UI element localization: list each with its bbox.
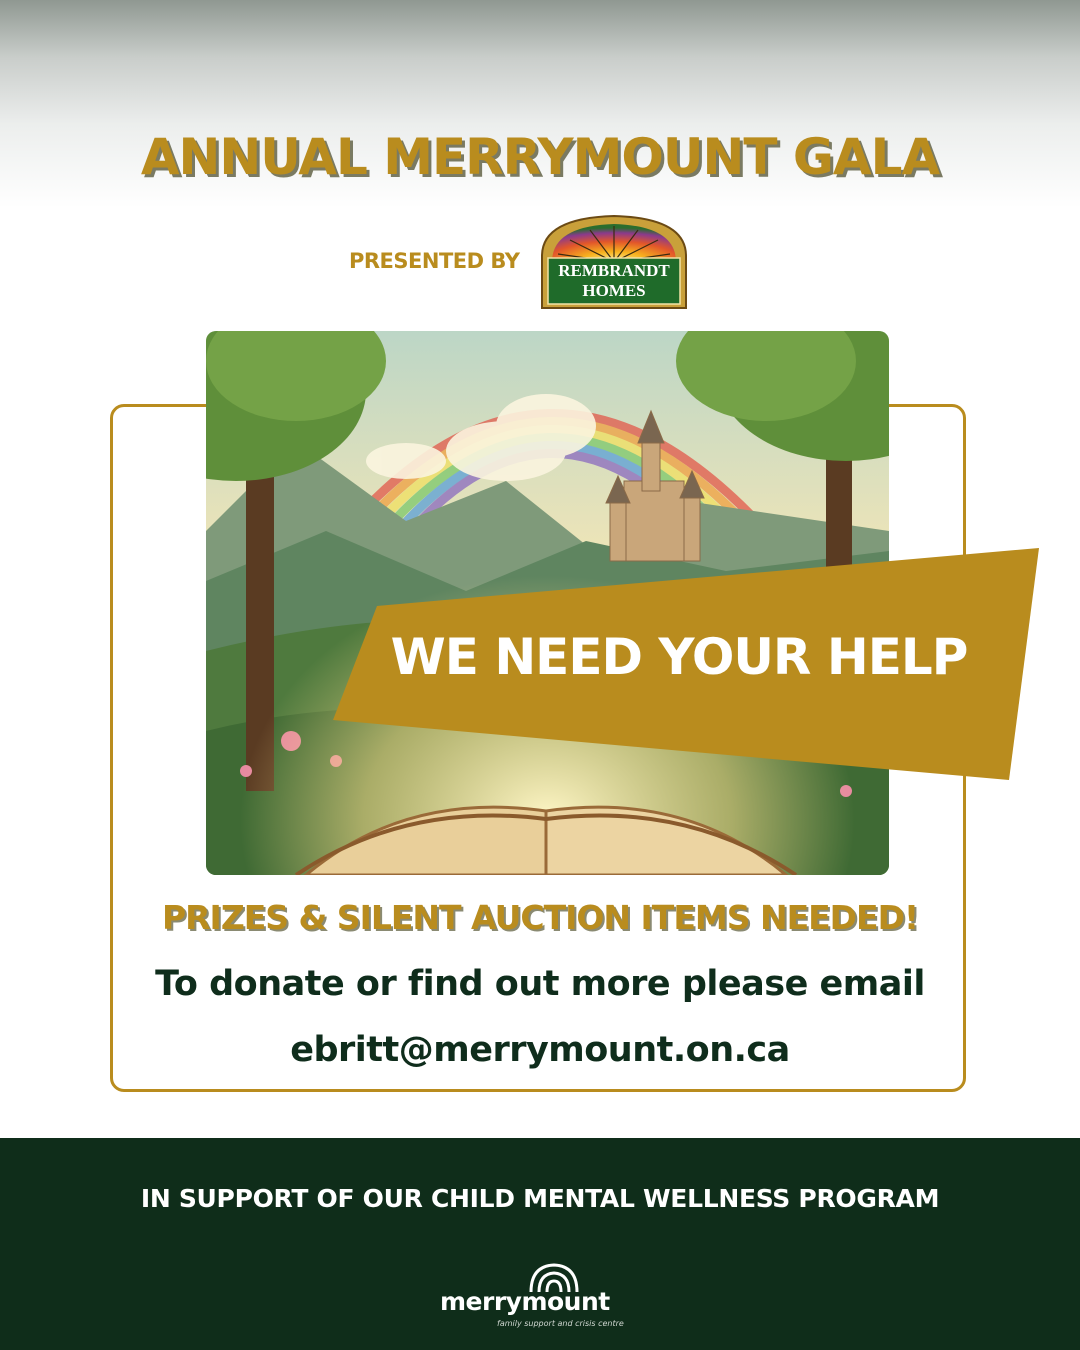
sponsor-logo-line1: REMBRANDT	[558, 261, 670, 280]
contact-email[interactable]: ebritt@merrymount.on.ca	[290, 1030, 790, 1070]
support-statement: IN SUPPORT OF OUR CHILD MENTAL WELLNESS PROGRAM	[140, 1184, 940, 1213]
event-title: ANNUAL MERRYMOUNT GALA	[140, 128, 940, 186]
rembrandt-homes-logo	[538, 212, 690, 310]
donate-instructions: To donate or find out more please email	[155, 964, 925, 1004]
sponsor-logo-line2: HOMES	[582, 281, 646, 300]
help-banner-text: WE NEED YOUR HELP	[390, 628, 968, 686]
prizes-heading: PRIZES & SILENT AUCTION ITEMS NEEDED!	[161, 898, 919, 937]
merrymount-logo-wordmark: merrymount	[440, 1287, 610, 1316]
merrymount-logo-tagline: family support and crisis centre	[497, 1319, 624, 1328]
presented-by-label: PRESENTED BY	[349, 249, 520, 273]
